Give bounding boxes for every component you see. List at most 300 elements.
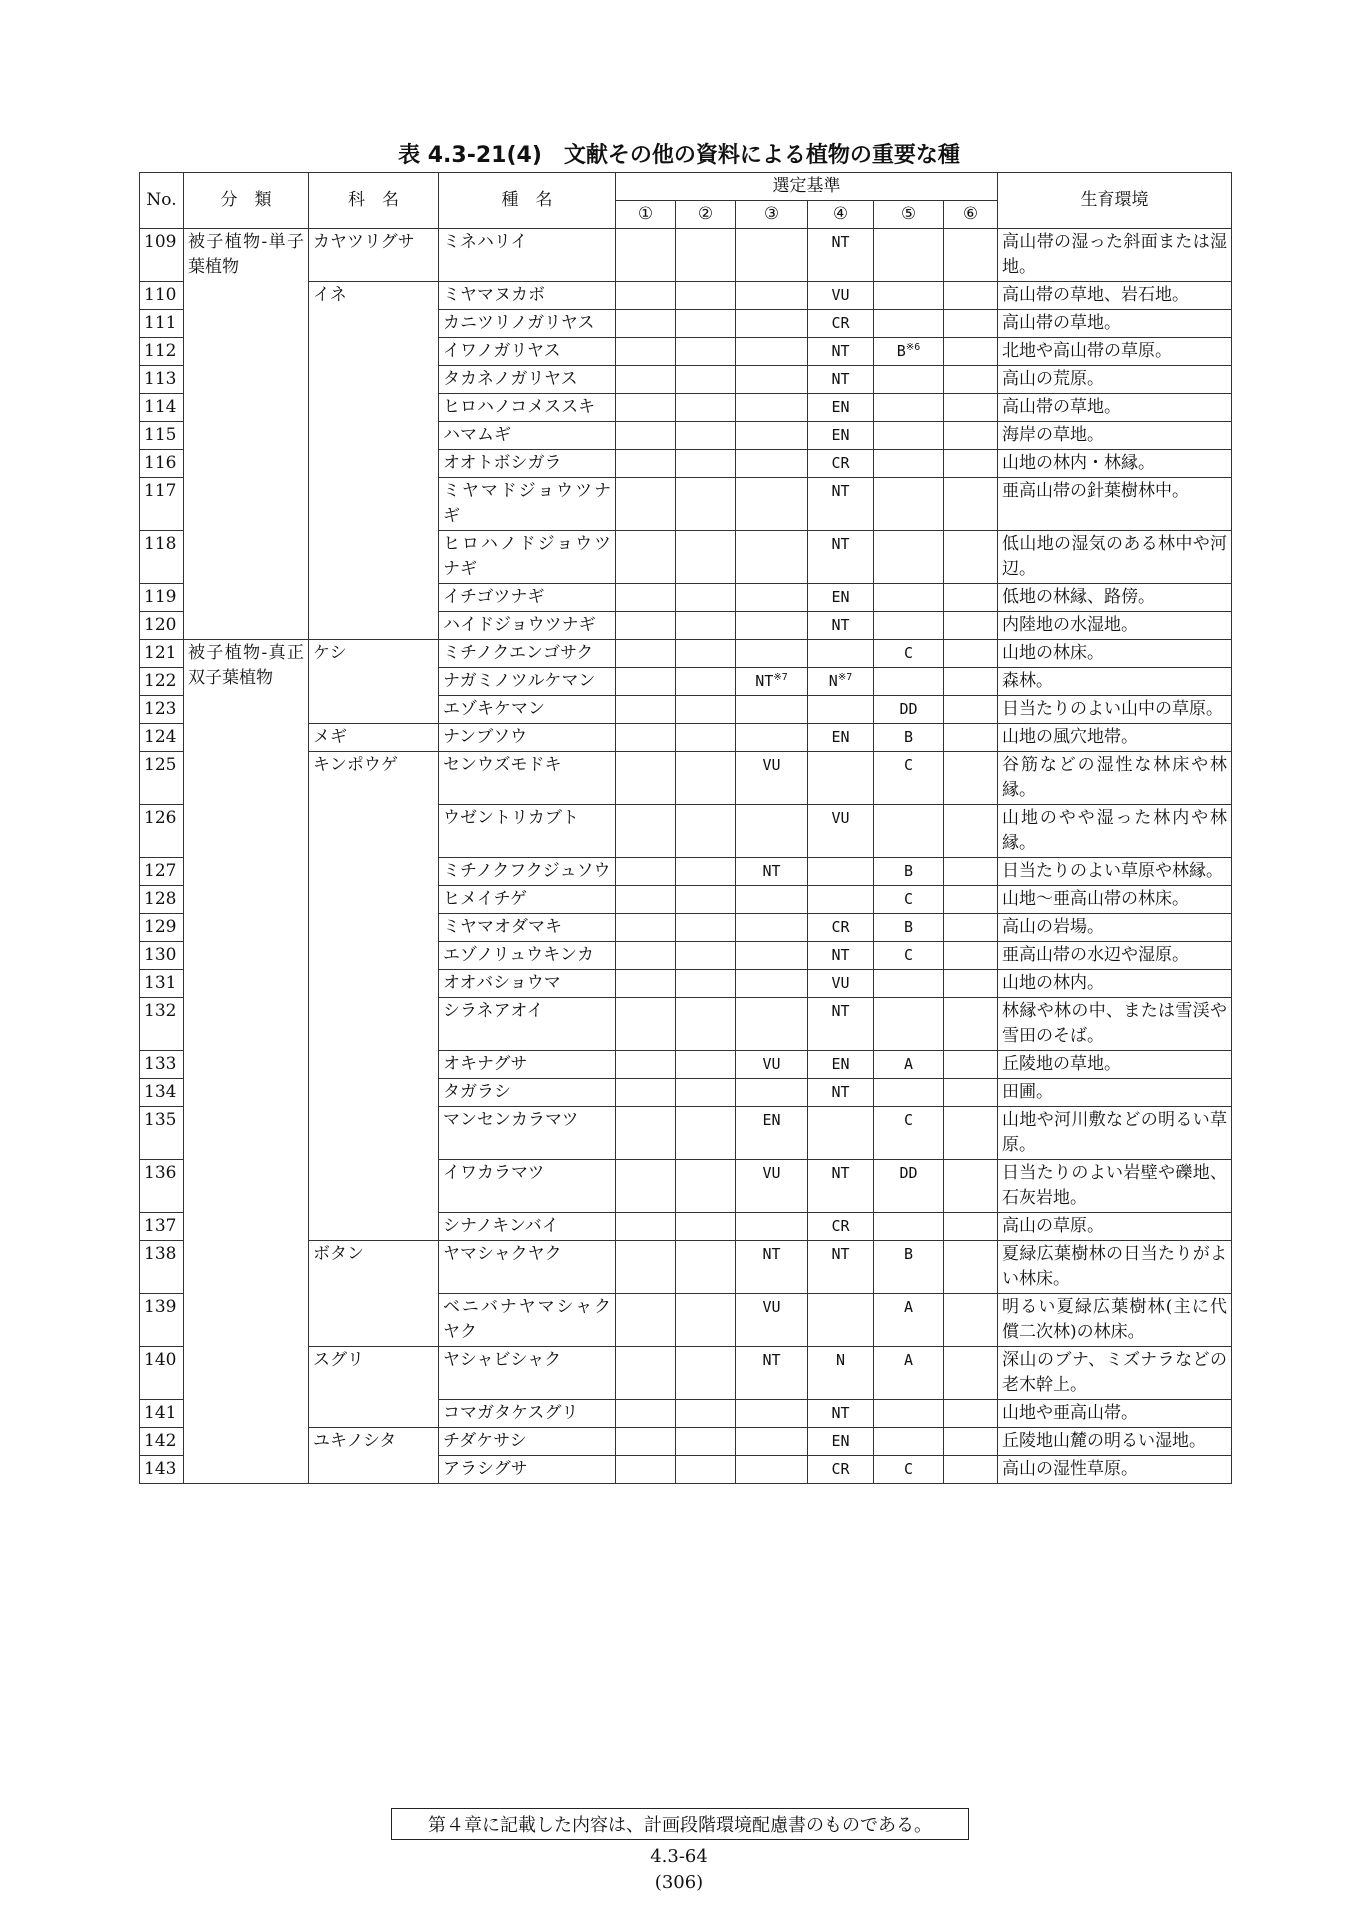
criteria-5-cell xyxy=(874,1079,944,1107)
criteria-4-cell: NT xyxy=(808,1241,874,1294)
criteria-4-cell: EN xyxy=(808,584,874,612)
criteria-5-cell: DD xyxy=(874,1160,944,1213)
family-cell: キンポウゲ xyxy=(309,752,439,1241)
criteria-4-cell xyxy=(808,1294,874,1347)
criteria-1-cell xyxy=(616,366,676,394)
criteria-1-cell xyxy=(616,1428,676,1456)
criteria-2-cell xyxy=(676,450,736,478)
criteria-3-cell xyxy=(736,998,808,1051)
criteria-4-cell: EN xyxy=(808,394,874,422)
criteria-6-cell xyxy=(944,1107,998,1160)
row-number: 128 xyxy=(140,886,184,914)
habitat-cell: 谷筋などの湿性な林床や林縁。 xyxy=(998,752,1232,805)
habitat-cell: 山地の風穴地帯。 xyxy=(998,724,1232,752)
criteria-4-cell: NT xyxy=(808,531,874,584)
criteria-6-cell xyxy=(944,394,998,422)
criteria-5-cell xyxy=(874,1428,944,1456)
criteria-6-cell xyxy=(944,584,998,612)
criteria-3-cell xyxy=(736,282,808,310)
habitat-cell: 林縁や林の中、または雪渓や雪田のそば。 xyxy=(998,998,1232,1051)
species-name: チダケサシ xyxy=(439,1428,616,1456)
criteria-4-cell: VU xyxy=(808,805,874,858)
family-cell: カヤツリグサ xyxy=(309,229,439,282)
criteria-1-cell xyxy=(616,478,676,531)
criteria-6-cell xyxy=(944,1079,998,1107)
habitat-cell: 山地の林内。 xyxy=(998,970,1232,998)
criteria-3-cell: EN xyxy=(736,1107,808,1160)
row-number: 136 xyxy=(140,1160,184,1213)
criteria-5-cell: C xyxy=(874,942,944,970)
criteria-1-cell xyxy=(616,1294,676,1347)
criteria-4-cell: NT xyxy=(808,478,874,531)
criteria-1-cell xyxy=(616,640,676,668)
criteria-4-cell: NT xyxy=(808,1160,874,1213)
criteria-6-cell xyxy=(944,366,998,394)
row-number: 137 xyxy=(140,1213,184,1241)
criteria-5-cell xyxy=(874,1400,944,1428)
criteria-5-cell: C xyxy=(874,1107,944,1160)
row-number: 110 xyxy=(140,282,184,310)
species-name: センウズモドキ xyxy=(439,752,616,805)
criteria-2-cell xyxy=(676,282,736,310)
criteria-3-cell xyxy=(736,394,808,422)
criteria-2-cell xyxy=(676,914,736,942)
criteria-5-cell: B xyxy=(874,858,944,886)
criteria-2-cell xyxy=(676,366,736,394)
criteria-1-cell xyxy=(616,338,676,366)
page-sub-number: (306) xyxy=(654,1872,704,1893)
species-name: ヤシャビシャク xyxy=(439,1347,616,1400)
criteria-5-cell: A xyxy=(874,1294,944,1347)
row-number: 111 xyxy=(140,310,184,338)
criteria-5-cell: A xyxy=(874,1347,944,1400)
species-name: ナンブソウ xyxy=(439,724,616,752)
species-name: ミネハリイ xyxy=(439,229,616,282)
criteria-4-cell: CR xyxy=(808,914,874,942)
criteria-6-cell xyxy=(944,640,998,668)
species-name: ミヤマオダマキ xyxy=(439,914,616,942)
row-number: 129 xyxy=(140,914,184,942)
row-number: 143 xyxy=(140,1456,184,1484)
habitat-cell: 深山のブナ、ミズナラなどの老木幹上。 xyxy=(998,1347,1232,1400)
criteria-2-cell xyxy=(676,422,736,450)
species-name: オオバショウマ xyxy=(439,970,616,998)
criteria-5-cell xyxy=(874,668,944,696)
criteria-3-cell xyxy=(736,612,808,640)
criteria-1-cell xyxy=(616,724,676,752)
habitat-cell: 丘陵地山麓の明るい湿地。 xyxy=(998,1428,1232,1456)
row-number: 113 xyxy=(140,366,184,394)
species-name: エゾノリュウキンカ xyxy=(439,942,616,970)
criteria-4-cell: NT xyxy=(808,612,874,640)
criteria-1-cell xyxy=(616,1079,676,1107)
criteria-1-cell xyxy=(616,531,676,584)
habitat-cell: 高山の湿性草原。 xyxy=(998,1456,1232,1484)
criteria-4-cell xyxy=(808,1107,874,1160)
criteria-3-cell xyxy=(736,478,808,531)
criteria-3-cell xyxy=(736,229,808,282)
criteria-3-cell xyxy=(736,531,808,584)
criteria-3-cell xyxy=(736,422,808,450)
species-name: ミヤマヌカボ xyxy=(439,282,616,310)
criteria-4-cell: $N^{※7}$ xyxy=(808,668,874,696)
habitat-cell: 高山帯の草地、岩石地。 xyxy=(998,282,1232,310)
criteria-6-cell xyxy=(944,805,998,858)
criteria-6-cell xyxy=(944,1241,998,1294)
criteria-2-cell xyxy=(676,229,736,282)
criteria-6-cell xyxy=(944,612,998,640)
species-name: ヒロハノドジョウツナギ xyxy=(439,531,616,584)
criteria-6-cell xyxy=(944,1051,998,1079)
criteria-3-cell: VU xyxy=(736,752,808,805)
criteria-1-cell xyxy=(616,1400,676,1428)
header-criteria-5: ⑤ xyxy=(874,201,944,229)
criteria-4-cell: NT xyxy=(808,942,874,970)
species-name: イチゴツナギ xyxy=(439,584,616,612)
criteria-5-cell xyxy=(874,450,944,478)
criteria-2-cell xyxy=(676,612,736,640)
criteria-4-cell: EN xyxy=(808,1428,874,1456)
habitat-cell: 亜高山帯の針葉樹林中。 xyxy=(998,478,1232,531)
header-no: No. xyxy=(140,173,184,229)
row-number: 140 xyxy=(140,1347,184,1400)
table-title: 表 4.3-21(4) 文献その他の資料による植物の重要な種 xyxy=(398,143,960,168)
criteria-2-cell xyxy=(676,1241,736,1294)
family-cell: ボタン xyxy=(309,1241,439,1347)
row-number: 123 xyxy=(140,696,184,724)
criteria-4-cell: NT xyxy=(808,998,874,1051)
family-cell: ケシ xyxy=(309,640,439,724)
criteria-5-cell xyxy=(874,366,944,394)
criteria-6-cell xyxy=(944,1400,998,1428)
criteria-5-cell xyxy=(874,805,944,858)
criteria-4-cell: N xyxy=(808,1347,874,1400)
row-number: 139 xyxy=(140,1294,184,1347)
row-number: 120 xyxy=(140,612,184,640)
criteria-6-cell xyxy=(944,1213,998,1241)
species-name: アラシグサ xyxy=(439,1456,616,1484)
criteria-6-cell xyxy=(944,282,998,310)
row-number: 127 xyxy=(140,858,184,886)
criteria-1-cell xyxy=(616,805,676,858)
row-number: 131 xyxy=(140,970,184,998)
criteria-2-cell xyxy=(676,478,736,531)
criteria-3-cell xyxy=(736,805,808,858)
criteria-3-cell xyxy=(736,1079,808,1107)
criteria-2-cell xyxy=(676,970,736,998)
habitat-cell: 山地や河川敷などの明るい草原。 xyxy=(998,1107,1232,1160)
criteria-4-cell xyxy=(808,752,874,805)
criteria-5-cell: $B^{※6}$ xyxy=(874,338,944,366)
habitat-cell: 山地や亜高山帯。 xyxy=(998,1400,1232,1428)
criteria-2-cell xyxy=(676,998,736,1051)
species-name: コマガタケスグリ xyxy=(439,1400,616,1428)
species-name: カニツリノガリヤス xyxy=(439,310,616,338)
habitat-cell: 山地の林床。 xyxy=(998,640,1232,668)
habitat-cell: 山地～亜高山帯の林床。 xyxy=(998,886,1232,914)
criteria-2-cell xyxy=(676,584,736,612)
row-number: 130 xyxy=(140,942,184,970)
criteria-4-cell: EN xyxy=(808,422,874,450)
criteria-2-cell xyxy=(676,310,736,338)
habitat-cell: 山地のやや湿った林内や林縁。 xyxy=(998,805,1232,858)
table-row xyxy=(140,229,1232,282)
criteria-6-cell xyxy=(944,422,998,450)
row-number: 141 xyxy=(140,1400,184,1428)
habitat-cell: 高山の荒原。 xyxy=(998,366,1232,394)
criteria-1-cell xyxy=(616,998,676,1051)
row-number: 121 xyxy=(140,640,184,668)
criteria-3-cell xyxy=(736,724,808,752)
habitat-cell: 北地や高山帯の草原。 xyxy=(998,338,1232,366)
criteria-6-cell xyxy=(944,450,998,478)
header-criteria-6: ⑥ xyxy=(944,201,998,229)
family-cell: ユキノシタ xyxy=(309,1428,439,1484)
criteria-2-cell xyxy=(676,1079,736,1107)
criteria-3-cell xyxy=(736,1428,808,1456)
row-number: 116 xyxy=(140,450,184,478)
criteria-2-cell xyxy=(676,752,736,805)
habitat-cell: 高山帯の湿った斜面または湿地。 xyxy=(998,229,1232,282)
criteria-4-cell xyxy=(808,858,874,886)
criteria-3-cell xyxy=(736,1400,808,1428)
row-number: 126 xyxy=(140,805,184,858)
footnote-box: 第４章に記載した内容は、計画段階環境配慮書のものである。 xyxy=(391,1808,969,1840)
criteria-4-cell: NT xyxy=(808,229,874,282)
row-number: 114 xyxy=(140,394,184,422)
criteria-6-cell xyxy=(944,229,998,282)
criteria-1-cell xyxy=(616,229,676,282)
criteria-2-cell xyxy=(676,1294,736,1347)
class-cell: 被子植物-単子葉植物 xyxy=(184,229,309,640)
criteria-6-cell xyxy=(944,752,998,805)
habitat-cell: 内陸地の水湿地。 xyxy=(998,612,1232,640)
criteria-1-cell xyxy=(616,696,676,724)
criteria-6-cell xyxy=(944,998,998,1051)
criteria-6-cell xyxy=(944,310,998,338)
species-name: ヒメイチゲ xyxy=(439,886,616,914)
criteria-3-cell xyxy=(736,1213,808,1241)
criteria-5-cell: B xyxy=(874,1241,944,1294)
habitat-cell: 日当たりのよい草原や林縁。 xyxy=(998,858,1232,886)
criteria-6-cell xyxy=(944,531,998,584)
criteria-1-cell xyxy=(616,612,676,640)
row-number: 142 xyxy=(140,1428,184,1456)
habitat-cell: 日当たりのよい山中の草原。 xyxy=(998,696,1232,724)
criteria-5-cell: B xyxy=(874,724,944,752)
class-cell: 被子植物-真正双子葉植物 xyxy=(184,640,309,1484)
species-name: ナガミノツルケマン xyxy=(439,668,616,696)
criteria-4-cell: CR xyxy=(808,310,874,338)
page-number: 4.3-64 xyxy=(650,1846,708,1867)
habitat-cell: 田圃。 xyxy=(998,1079,1232,1107)
criteria-2-cell xyxy=(676,640,736,668)
criteria-6-cell xyxy=(944,942,998,970)
criteria-6-cell xyxy=(944,478,998,531)
criteria-1-cell xyxy=(616,858,676,886)
criteria-6-cell xyxy=(944,724,998,752)
criteria-3-cell xyxy=(736,696,808,724)
criteria-6-cell xyxy=(944,970,998,998)
row-number: 115 xyxy=(140,422,184,450)
criteria-5-cell xyxy=(874,531,944,584)
header-criteria-4: ④ xyxy=(808,201,874,229)
criteria-2-cell xyxy=(676,1347,736,1400)
criteria-3-cell: NT xyxy=(736,858,808,886)
plant-species-table xyxy=(139,172,1232,1484)
species-name: ベニバナヤマシャクヤク xyxy=(439,1294,616,1347)
criteria-5-cell xyxy=(874,612,944,640)
criteria-1-cell xyxy=(616,450,676,478)
criteria-4-cell: EN xyxy=(808,724,874,752)
criteria-5-cell: C xyxy=(874,886,944,914)
criteria-4-cell: CR xyxy=(808,1456,874,1484)
habitat-cell: 低山地の湿気のある林中や河辺。 xyxy=(998,531,1232,584)
criteria-4-cell: NT xyxy=(808,366,874,394)
criteria-2-cell xyxy=(676,1428,736,1456)
criteria-2-cell xyxy=(676,942,736,970)
criteria-6-cell xyxy=(944,1428,998,1456)
habitat-cell: 高山の草原。 xyxy=(998,1213,1232,1241)
criteria-2-cell xyxy=(676,696,736,724)
criteria-1-cell xyxy=(616,752,676,805)
criteria-2-cell xyxy=(676,1400,736,1428)
criteria-2-cell xyxy=(676,1456,736,1484)
header-criteria-2: ② xyxy=(676,201,736,229)
criteria-5-cell xyxy=(874,229,944,282)
row-number: 135 xyxy=(140,1107,184,1160)
species-name: ミヤマドジョウツナギ xyxy=(439,478,616,531)
criteria-2-cell xyxy=(676,1051,736,1079)
criteria-2-cell xyxy=(676,805,736,858)
habitat-cell: 山地の林内・林縁。 xyxy=(998,450,1232,478)
species-name: オキナグサ xyxy=(439,1051,616,1079)
row-number: 134 xyxy=(140,1079,184,1107)
table-row xyxy=(140,640,1232,668)
species-name: マンセンカラマツ xyxy=(439,1107,616,1160)
habitat-cell: 低地の林縁、路傍。 xyxy=(998,584,1232,612)
criteria-4-cell: CR xyxy=(808,1213,874,1241)
criteria-4-cell xyxy=(808,696,874,724)
species-name: タガラシ xyxy=(439,1079,616,1107)
header-criteria-1: ① xyxy=(616,201,676,229)
criteria-2-cell xyxy=(676,338,736,366)
criteria-4-cell xyxy=(808,640,874,668)
row-number: 132 xyxy=(140,998,184,1051)
species-name: ウゼントリカブト xyxy=(439,805,616,858)
criteria-3-cell xyxy=(736,942,808,970)
criteria-3-cell xyxy=(736,886,808,914)
criteria-1-cell xyxy=(616,914,676,942)
habitat-cell: 高山帯の草地。 xyxy=(998,394,1232,422)
criteria-3-cell xyxy=(736,366,808,394)
family-cell: イネ xyxy=(309,282,439,640)
criteria-5-cell xyxy=(874,1213,944,1241)
criteria-5-cell: B xyxy=(874,914,944,942)
criteria-6-cell xyxy=(944,1294,998,1347)
criteria-3-cell xyxy=(736,914,808,942)
criteria-1-cell xyxy=(616,310,676,338)
criteria-5-cell xyxy=(874,282,944,310)
criteria-2-cell xyxy=(676,531,736,584)
species-name: ヤマシャクヤク xyxy=(439,1241,616,1294)
habitat-cell: 高山帯の草地。 xyxy=(998,310,1232,338)
criteria-3-cell: NT$^{※7}$ xyxy=(736,668,808,696)
criteria-6-cell xyxy=(944,886,998,914)
habitat-cell: 明るい夏緑広葉樹林(主に代償二次林)の林床。 xyxy=(998,1294,1232,1347)
criteria-5-cell xyxy=(874,478,944,531)
criteria-3-cell xyxy=(736,640,808,668)
family-cell: スグリ xyxy=(309,1347,439,1428)
habitat-cell: 海岸の草地。 xyxy=(998,422,1232,450)
criteria-5-cell xyxy=(874,394,944,422)
criteria-5-cell xyxy=(874,970,944,998)
criteria-3-cell xyxy=(736,338,808,366)
criteria-4-cell: NT xyxy=(808,1400,874,1428)
criteria-1-cell xyxy=(616,1051,676,1079)
criteria-6-cell xyxy=(944,914,998,942)
criteria-1-cell xyxy=(616,1347,676,1400)
species-name: イワノガリヤス xyxy=(439,338,616,366)
habitat-cell: 高山の岩場。 xyxy=(998,914,1232,942)
species-name: ハマムギ xyxy=(439,422,616,450)
header-habitat: 生育環境 xyxy=(998,173,1232,229)
criteria-3-cell xyxy=(736,584,808,612)
criteria-3-cell xyxy=(736,970,808,998)
header-criteria: 選定基準 xyxy=(616,173,998,201)
habitat-cell: 森林。 xyxy=(998,668,1232,696)
criteria-3-cell: VU xyxy=(736,1051,808,1079)
header-class: 分 類 xyxy=(184,173,309,229)
reference-mark: ※7 xyxy=(773,672,788,683)
species-name: シラネアオイ xyxy=(439,998,616,1051)
criteria-6-cell xyxy=(944,668,998,696)
row-number: 138 xyxy=(140,1241,184,1294)
criteria-5-cell: C xyxy=(874,640,944,668)
species-name: ハイドジョウツナギ xyxy=(439,612,616,640)
criteria-1-cell xyxy=(616,668,676,696)
criteria-3-cell: VU xyxy=(736,1294,808,1347)
criteria-1-cell xyxy=(616,422,676,450)
criteria-5-cell: DD xyxy=(874,696,944,724)
header-criteria-3: ③ xyxy=(736,201,808,229)
reference-mark: ※7 xyxy=(837,672,853,683)
header-species: 種 名 xyxy=(439,173,616,229)
criteria-4-cell xyxy=(808,886,874,914)
species-name: エゾキケマン xyxy=(439,696,616,724)
habitat-cell: 亜高山帯の水辺や湿原。 xyxy=(998,942,1232,970)
criteria-4-cell: VU xyxy=(808,282,874,310)
criteria-6-cell xyxy=(944,858,998,886)
criteria-2-cell xyxy=(676,1160,736,1213)
row-number: 119 xyxy=(140,584,184,612)
criteria-6-cell xyxy=(944,1160,998,1213)
criteria-3-cell: VU xyxy=(736,1160,808,1213)
criteria-1-cell xyxy=(616,1107,676,1160)
criteria-1-cell xyxy=(616,282,676,310)
criteria-5-cell: C xyxy=(874,1456,944,1484)
row-number: 117 xyxy=(140,478,184,531)
criteria-6-cell xyxy=(944,1347,998,1400)
criteria-1-cell xyxy=(616,394,676,422)
reference-mark: ※6 xyxy=(905,342,921,353)
criteria-3-cell: NT xyxy=(736,1241,808,1294)
header-family: 科 名 xyxy=(309,173,439,229)
criteria-2-cell xyxy=(676,394,736,422)
row-number: 112 xyxy=(140,338,184,366)
species-name: タカネノガリヤス xyxy=(439,366,616,394)
species-name: ミチノクエンゴサク xyxy=(439,640,616,668)
